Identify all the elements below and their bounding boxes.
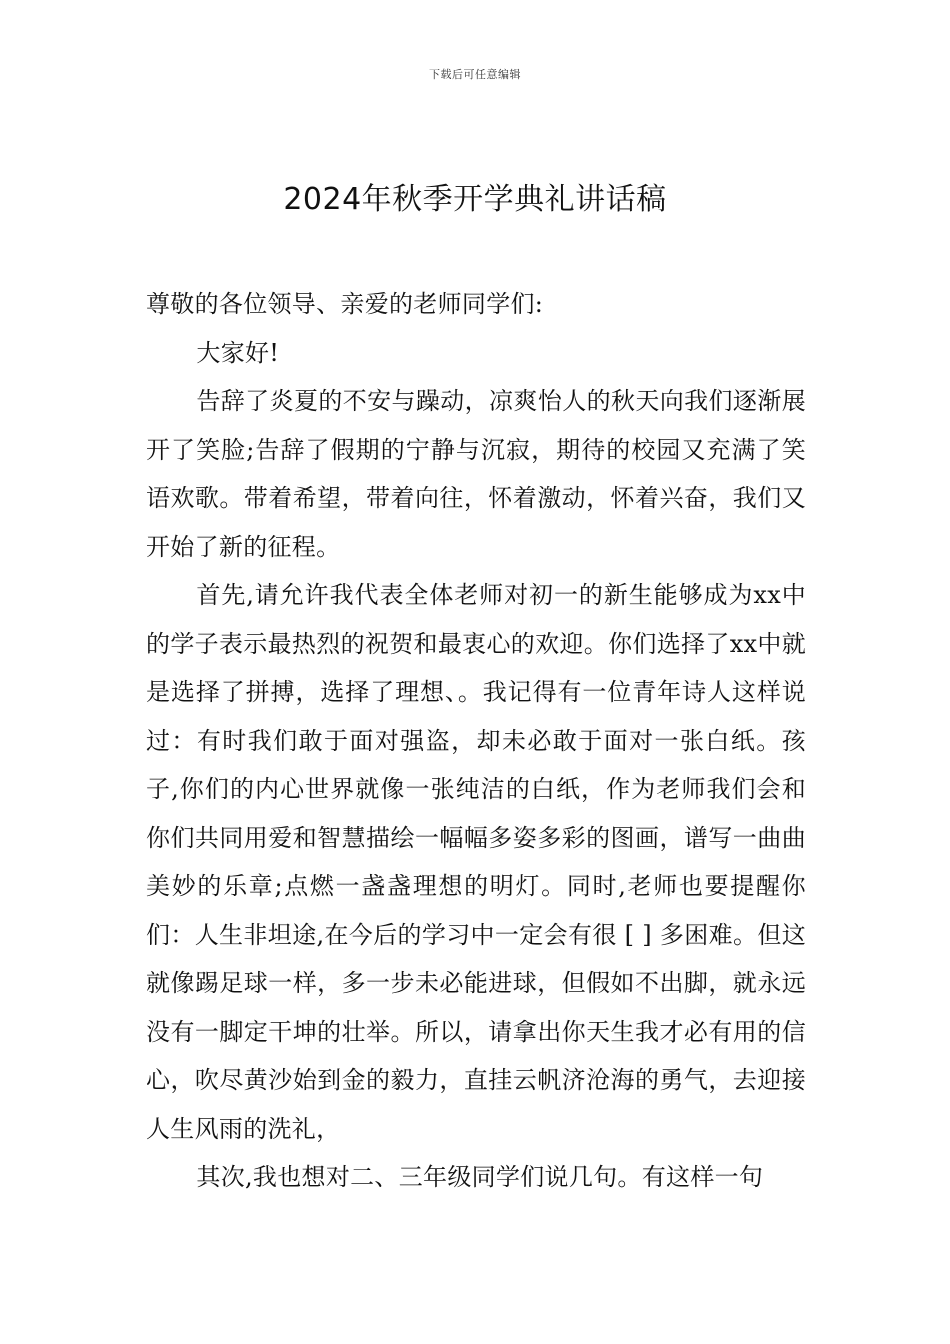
paragraph-greeting: 大家好! (196, 338, 280, 367)
header-note: 下载后可任意编辑 (429, 68, 521, 81)
paragraph-welcome-new-students: 首先,请允许我代表全体老师对初一的新生能够成为xx中的学子表示最热烈的祝贺和最衷心的欢迎。你们选择了xx中就是选择了拼搏，选择了理想、。我记得有一位青年诗人这样说过：有时我们敢于面对强盗，却未必敢于面对一张白纸。孩子,你们的内心世界就像一张纯洁的白纸，作为老师我们会和你们共同用爱和智慧描绘一幅幅多姿多彩的图画，谱写一曲曲美妙的乐章;点燃一盏盏理想的明灯。同时,老师也要提醒你们：人生非坦途,在今后的学习中一定会有很 [ ] 多困难。但这就像踢足球一样，多一步未必能进球，但假如不出脚，就永远没有一脚定干坤的壮举。所以，请拿出你天生我才必有用的信心，吹尽黄沙始到金的毅力，直挂云帆济沧海的勇气，去迎接人生风雨的洗礼， (146, 581, 806, 1143)
salutation: 尊敬的各位领导、亲爱的老师同学们: (146, 290, 544, 318)
document-body (146, 280, 806, 1202)
paragraph-senior-students: 其次,我也想对二、三年级同学们说几句。有这样一句 (196, 1163, 764, 1191)
document-title: 2024年秋季开学典礼讲话稿 (283, 182, 667, 217)
paragraph-autumn: 告辞了炎夏的不安与躁动，凉爽怡人的秋天向我们逐渐展开了笑脸;告辞了假期的宁静与沉寂，期待的校园又充满了笑语欢歌。带着希望，带着向往，怀着激动，怀着兴奋，我们又开始了新的征程。 (146, 387, 806, 561)
